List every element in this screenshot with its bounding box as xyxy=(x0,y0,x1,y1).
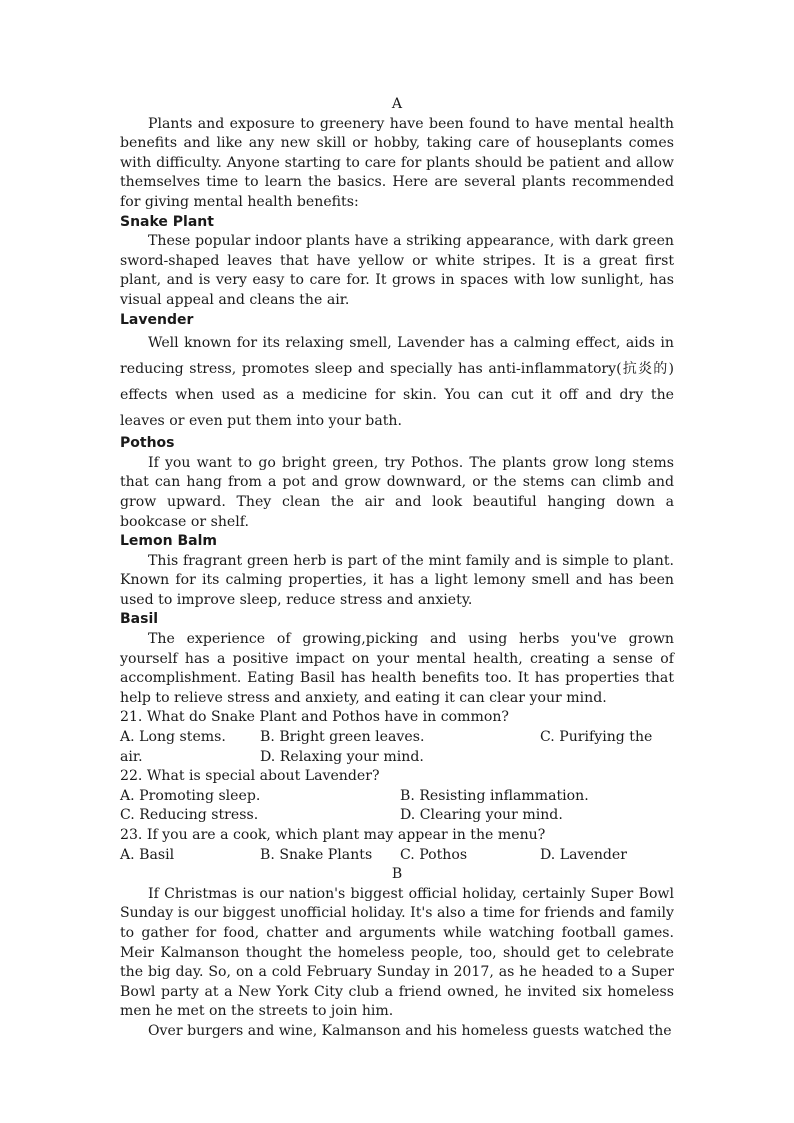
question-23-options xyxy=(120,846,674,866)
section-a-label: A xyxy=(391,96,403,112)
question-21-option-a: A. Long stems. xyxy=(120,729,226,746)
question-23-option-d: D. Lavender xyxy=(540,846,627,863)
question-23-option-a: A. Basil xyxy=(120,846,175,863)
plant-text-lavender: Well known for its relaxing smell, Lavender has a calming effect, aids in reducing stress, promotes sleep and specially has anti-inflammatory(抗炎的) effects when used as a medicine for skin. You can cut it off and dry the leaves or even put them into your bath. xyxy=(120,335,674,430)
document-page xyxy=(120,95,674,1042)
question-21-option-d: D. Relaxing your mind. xyxy=(260,748,424,765)
question-23-option-c: C. Pothos xyxy=(400,846,468,863)
question-21-options xyxy=(120,728,674,748)
question-22-option-a: A. Promoting sleep. xyxy=(120,787,261,804)
question-22-option-b: B. Resisting inflammation. xyxy=(400,787,589,804)
question-21-options-row2 xyxy=(120,748,674,768)
question-21-option-b: B. Bright green leaves. xyxy=(260,729,425,746)
plant-text-pothos: If you want to go bright green, try Pothos. The plants grow long stems that can hang from a pot and grow downward, or the stems can climb and grow upward. They clean the air and look beautiful hanging down a bookcase or shelf. xyxy=(120,454,674,530)
passage-b-paragraph-2: Over burgers and wine, Kalmanson and his homeless guests watched the xyxy=(148,1022,672,1039)
plant-heading-snake-plant: Snake Plant xyxy=(120,213,214,230)
question-21-option-c-cont: air. xyxy=(120,748,143,765)
question-21-option-c: C. Purifying the xyxy=(540,729,653,746)
plant-heading-pothos: Pothos xyxy=(120,435,175,452)
question-22-stem: 22. What is special about Lavender? xyxy=(120,768,380,785)
passage-b-paragraph-1: If Christmas is our nation's biggest official holiday, certainly Super Bowl Sunday is our biggest unofficial holiday. It's also a time for friends and family to gather for food, chatter and arguments while watching football games. Meir Kalmanson thought the homeless people, too, should get to celebrate the big day. So, on a cold February Sunday in 2017, as he headed to a Super Bowl party at a New York City club a friend owned, he invited six homeless men he met on the streets to join him. xyxy=(120,885,674,1020)
question-22-option-c: C. Reducing stress. xyxy=(120,807,259,824)
question-23-stem: 23. If you are a cook, which plant may appear in the menu? xyxy=(120,827,546,843)
plant-text-lemon-balm: This fragrant green herb is part of the mint family and is simple to plant. Known for its calming properties, it has a light lemony smell and has been used to improve sleep, reduce stress and anxiety. xyxy=(120,552,674,608)
question-23-option-b: B. Snake Plants xyxy=(260,846,373,863)
intro-paragraph: Plants and exposure to greenery have been found to have mental health benefits and like any new skill or hobby, taking care of houseplants comes with difficulty. Anyone starting to care for plants should be patient and allow themselves time to learn the basics. Here are several plants recommended for giving mental health benefits: xyxy=(120,115,674,210)
question-22-options-row2 xyxy=(120,806,674,826)
plant-text-snake-plant: These popular indoor plants have a striking appearance, with dark green sword-shaped leaves that have yellow or white stripes. It is a great first plant, and is very easy to care for. It grows in spaces with low sunlight, has visual appeal and cleans the air. xyxy=(120,233,674,308)
question-22-option-d: D. Clearing your mind. xyxy=(400,807,563,824)
plant-text-basil: The experience of growing,picking and using herbs you've grown yourself has a positive impact on your mental health, creating a sense of accomplishment. Eating Basil has health benefits too. It has properties that help to relieve stress and anxiety, and eating it can clear your mind. xyxy=(120,631,674,706)
section-b-label: B xyxy=(391,866,403,883)
question-22-options-row1 xyxy=(120,787,674,807)
plant-heading-lavender: Lavender xyxy=(120,311,194,328)
lavender-block xyxy=(120,311,674,435)
plant-heading-basil: Basil xyxy=(120,611,159,628)
plant-heading-lemon-balm: Lemon Balm xyxy=(120,533,217,550)
question-21-stem: 21. What do Snake Plant and Pothos have in common? xyxy=(120,709,509,726)
